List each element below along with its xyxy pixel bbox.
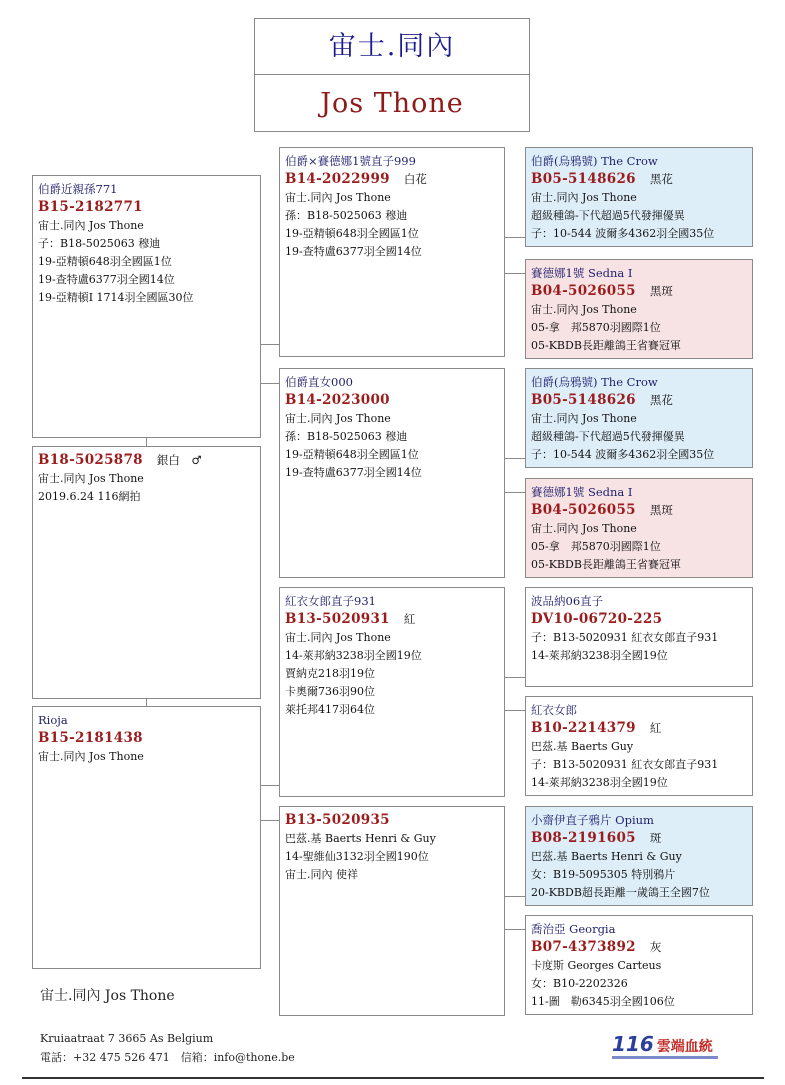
- bird-title: 小齋伊直子鴉片 Opium: [531, 813, 654, 827]
- ring-row: [531, 282, 747, 301]
- pedigree-sire-sire: [279, 147, 505, 357]
- bird-title: 賽德娜1號 Sedna I: [531, 485, 633, 499]
- footer-divider: [22, 1077, 764, 1079]
- ring-row: [531, 170, 747, 189]
- ring-row: [531, 610, 747, 629]
- ring-row: [38, 451, 255, 470]
- ring-number: B13-5020935: [285, 812, 390, 828]
- ring-row: [531, 829, 747, 848]
- bird-detail-line: 05-拿 邦5870羽國際1位: [531, 540, 661, 553]
- connector: [505, 929, 525, 930]
- ring-number: B10-2214379: [531, 720, 636, 736]
- bird-detail-line: 宙士.同內 Jos Thone: [38, 750, 144, 763]
- pedigree-dam-dam: [279, 806, 505, 1016]
- bird-detail-line: 14-萊邦納3238羽全國19位: [531, 776, 668, 789]
- pedigree-dss: [525, 587, 753, 687]
- ring-row: [285, 811, 499, 830]
- pedigree-sire: [32, 175, 261, 438]
- plumage-color: 紅: [649, 721, 662, 735]
- bird-title: 賽德娜1號 Sedna I: [531, 266, 633, 280]
- bird-detail-line: 女：B19-5095305 特別鴉片: [531, 868, 676, 881]
- ring-row: [285, 170, 499, 189]
- bird-title: 伯爵近親孫771: [38, 182, 118, 196]
- ring-number: DV10-06720-225: [531, 611, 663, 627]
- plumage-color: 紅: [403, 612, 416, 626]
- ring-number: B05-5148626: [531, 171, 636, 187]
- logo-number: 116: [612, 1032, 654, 1056]
- bird-detail-line: 宙士.同內 Jos Thone: [531, 412, 637, 425]
- ring-row: [531, 719, 747, 738]
- pedigree-dam: [32, 706, 261, 969]
- breeder-contact: 電話：+32 475 526 471 信箱：info@thone.be: [40, 1051, 295, 1064]
- bird-detail-line: 05-KBDB長距離鴿王省賽冠軍: [531, 558, 681, 571]
- connector: [505, 458, 525, 459]
- pedigree-ddd: [525, 915, 753, 1015]
- ring-row: [285, 610, 499, 629]
- plumage-color: 白花: [403, 172, 427, 186]
- bird-detail-line: 宙士.同內 Jos Thone: [38, 472, 144, 485]
- bird-detail-line: 卡奧爾736羽90位: [285, 685, 375, 698]
- logo-text: 雲端血統: [656, 1039, 713, 1055]
- bird-detail-line: 子：B18-5025063 穆迪: [38, 237, 161, 250]
- plumage-color: 斑: [649, 831, 662, 845]
- bird-detail-line: 宙士.同內 Jos Thone: [285, 412, 391, 425]
- bird-detail-line: 2019.6.24 116網拍: [38, 490, 141, 503]
- connector: [261, 785, 279, 786]
- breeder-name-en: Jos Thone: [254, 74, 530, 132]
- bird-title: Rioja: [38, 713, 68, 727]
- pedigree-sire-dam: [279, 368, 505, 578]
- connector: [505, 710, 525, 711]
- bird-detail-line: 孫：B18-5025063 穆迪: [285, 209, 408, 222]
- connector: [505, 273, 525, 274]
- bird-title: 喬治亞 Georgia: [531, 922, 616, 936]
- breeder-signature: 宙士.同內 Jos Thone: [40, 988, 175, 1004]
- ring-number: B13-5020931: [285, 611, 390, 627]
- pedigree-dam-sire: [279, 587, 505, 797]
- bird-detail-line: 11-圖 勒6345羽全國106位: [531, 995, 675, 1008]
- ring-row: [531, 938, 747, 957]
- connector: [261, 820, 279, 821]
- bird-detail-line: 14-萊邦納3238羽全國19位: [531, 649, 668, 662]
- ring-row: [285, 391, 499, 410]
- bird-detail-line: 子：10-544 波爾多4362羽全國35位: [531, 227, 715, 240]
- bird-detail-line: 宙士.同內 Jos Thone: [531, 191, 637, 204]
- bird-detail-line: 宙士.同內 Jos Thone: [285, 631, 391, 644]
- bird-title: 伯爵(烏鴉號) The Crow: [531, 375, 658, 389]
- bird-detail-line: 19-查特盧6377羽全國14位: [38, 273, 175, 286]
- bird-detail-line: 賈納克218羽19位: [285, 667, 375, 680]
- bird-detail-line: 卡度斯 Georges Carteus: [531, 959, 662, 972]
- connector: [261, 383, 279, 384]
- breeder-name-cn: 宙士.同內: [254, 18, 530, 75]
- bird-detail-line: 14-萊邦納3238羽全國19位: [285, 649, 422, 662]
- bird-detail-line: 19-亞精頓I 1714羽全國區30位: [38, 291, 194, 304]
- plumage-color: 黑花: [649, 172, 673, 186]
- logo-underline: [612, 1056, 718, 1059]
- bird-detail-line: 05-拿 邦5870羽國際1位: [531, 321, 661, 334]
- connector: [146, 438, 147, 446]
- ring-number: B18-5025878: [38, 452, 143, 468]
- breeder-address: Kruiaatraat 7 3665 As Belgium: [40, 1032, 214, 1045]
- bird-title: 伯爵×賽德娜1號直子999: [285, 154, 416, 168]
- connector: [505, 237, 525, 238]
- pedigree-sdd: [525, 478, 753, 578]
- bird-detail-line: 子：B13-5020931 紅衣女郎直子931: [531, 631, 719, 644]
- pedigree-ssd: [525, 259, 753, 359]
- bird-title: 紅衣女郎: [531, 703, 577, 717]
- bird-detail-line: 巴茲.基 Baerts Henri & Guy: [531, 850, 682, 863]
- bird-detail-line: 超級種鴿-下代超過5代發揮優異: [531, 209, 685, 222]
- pedigree-dds: [525, 806, 753, 906]
- bird-detail-line: 超級種鴿-下代超過5代發揮優異: [531, 430, 685, 443]
- plumage-color: 黑斑: [649, 284, 673, 298]
- bird-detail-line: 19-查特盧6377羽全國14位: [285, 245, 422, 258]
- ring-number: B04-5026055: [531, 502, 636, 518]
- bird-detail-line: 孫：B18-5025063 穆迪: [285, 430, 408, 443]
- plumage-color: 銀白 ♂: [156, 453, 202, 467]
- bird-detail-line: 宙士.同內 Jos Thone: [285, 191, 391, 204]
- bird-detail-line: 子：B13-5020931 紅衣女郎直子931: [531, 758, 719, 771]
- bird-detail-line: 19-查特盧6377羽全國14位: [285, 466, 422, 479]
- bird-detail-line: 巴茲.基 Baerts Henri & Guy: [285, 832, 436, 845]
- ring-row: [531, 391, 747, 410]
- ring-number: B07-4373892: [531, 939, 636, 955]
- bird-detail-line: 19-亞精頓648羽全國區1位: [38, 255, 172, 268]
- bird-detail-line: 宙士.同內 Jos Thone: [531, 303, 637, 316]
- pedigree-sds: [525, 368, 753, 468]
- bird-detail-line: 05-KBDB長距離鴿王省賽冠軍: [531, 339, 681, 352]
- connector: [505, 492, 525, 493]
- site-logo[interactable]: [612, 1032, 713, 1056]
- ring-number: B15-2182771: [38, 199, 143, 215]
- plumage-color: 黑花: [649, 393, 673, 407]
- ring-number: B04-5026055: [531, 283, 636, 299]
- pedigree-subject: [32, 446, 261, 699]
- ring-number: B05-5148626: [531, 392, 636, 408]
- connector: [505, 896, 525, 897]
- connector: [146, 699, 147, 706]
- bird-title: 紅衣女郎直子931: [285, 594, 376, 608]
- plumage-color: 黑斑: [649, 503, 673, 517]
- bird-detail-line: 子：10-544 波爾多4362羽全國35位: [531, 448, 715, 461]
- pedigree-dsd: [525, 696, 753, 796]
- bird-title: 伯爵直女000: [285, 375, 353, 389]
- pedigree-sss: [525, 147, 753, 247]
- ring-number: B15-2181438: [38, 730, 143, 746]
- bird-detail-line: 宙士.同內 Jos Thone: [531, 522, 637, 535]
- bird-detail-line: 19-亞精頓648羽全國區1位: [285, 448, 419, 461]
- bird-detail-line: 19-亞精頓648羽全國區1位: [285, 227, 419, 240]
- bird-title: 伯爵(烏鴉號) The Crow: [531, 154, 658, 168]
- bird-detail-line: 巴茲.基 Baerts Guy: [531, 740, 634, 753]
- bird-detail-line: 宙士.同內 使祥: [285, 868, 358, 881]
- ring-row: [38, 729, 255, 748]
- ring-row: [531, 501, 747, 520]
- ring-number: B08-2191605: [531, 830, 636, 846]
- bird-title: 波品納06直子: [531, 594, 604, 608]
- bird-detail-line: 宙士.同內 Jos Thone: [38, 219, 144, 232]
- bird-detail-line: 14-聖維仙3132羽全國190位: [285, 850, 429, 863]
- bird-detail-line: 女：B10-2202326: [531, 977, 628, 990]
- ring-number: B14-2023000: [285, 392, 390, 408]
- connector: [505, 677, 525, 678]
- plumage-color: 灰: [649, 940, 662, 954]
- bird-detail-line: 20-KBDB超長距離一歲鴿王全國7位: [531, 886, 710, 899]
- connector: [261, 344, 279, 345]
- bird-detail-line: 萊托邦417羽64位: [285, 703, 375, 716]
- ring-number: B14-2022999: [285, 171, 390, 187]
- ring-row: [38, 198, 255, 217]
